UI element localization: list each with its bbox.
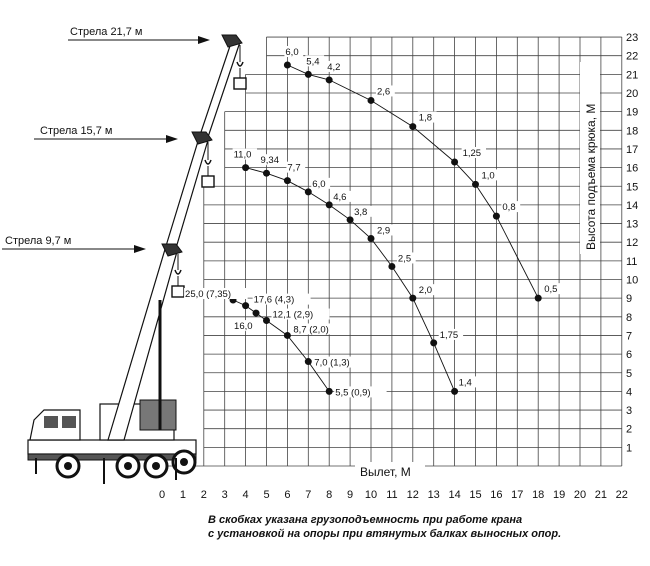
y-tick-label: 7	[626, 330, 633, 343]
y-tick-label: 6	[626, 349, 633, 362]
data-point	[388, 263, 395, 270]
data-point	[535, 295, 542, 302]
data-point	[368, 97, 375, 104]
data-point	[242, 164, 249, 171]
x-tick-label: 19	[552, 489, 566, 501]
y-tick-label: 3	[626, 405, 633, 418]
footnote-line-1: В скобках указана грузоподъемность при работе крана	[208, 514, 523, 526]
x-tick-label: 4	[242, 489, 249, 501]
y-tick-label: 23	[626, 32, 639, 45]
data-label: 9,34	[260, 155, 279, 167]
y-tick-label: 18	[626, 125, 639, 138]
y-tick-label: 8	[626, 311, 633, 324]
data-label: 17,6 (4,3)	[253, 294, 295, 306]
data-label: 16,0	[234, 321, 253, 333]
y-tick-label: 15	[626, 181, 639, 194]
data-label: 0,8	[502, 202, 516, 214]
data-point	[368, 235, 375, 242]
x-tick-labels	[159, 489, 628, 501]
y-tick-label: 13	[626, 218, 639, 231]
y-tick-label: 9	[626, 293, 633, 306]
y-tick-label: 10	[626, 274, 639, 287]
data-point	[284, 62, 291, 69]
data-label: 1,8	[418, 112, 433, 124]
data-point	[284, 177, 291, 184]
y-tick-label: 17	[626, 143, 639, 156]
data-label: 2,5	[397, 253, 412, 265]
y-tick-label: 5	[626, 367, 633, 380]
boom-label-9-7	[2, 235, 146, 253]
y-tick-label: 1	[626, 442, 633, 455]
x-tick-label: 17	[511, 489, 524, 501]
data-point	[305, 188, 312, 195]
data-point	[326, 201, 333, 208]
x-tick-label: 16	[490, 489, 503, 501]
data-point	[347, 216, 354, 223]
data-point	[263, 317, 270, 324]
boom-label-21-7-text: Стрела 21,7 м	[70, 26, 143, 38]
y-tick-label: 21	[626, 69, 639, 82]
data-label: 0,5	[544, 284, 558, 296]
data-point	[472, 181, 479, 188]
x-tick-label: 18	[532, 489, 545, 501]
y-tick-label: 2	[626, 423, 633, 436]
data-label: 6,0	[312, 178, 326, 190]
data-label: 1,25	[462, 148, 482, 160]
data-label: 11,0	[233, 149, 252, 161]
data-label: 25,0 (7,35)	[185, 289, 232, 301]
data-label: 5,4	[306, 56, 320, 68]
y-tick-label: 4	[626, 386, 633, 399]
data-label: 1,4	[458, 377, 472, 389]
x-tick-label: 10	[364, 489, 378, 501]
x-tick-label: 1	[179, 489, 186, 501]
boom-label-15-7	[34, 125, 178, 143]
x-axis-title: Вылет, М	[360, 465, 411, 479]
data-point	[326, 388, 333, 395]
data-label: 1,75	[439, 329, 459, 341]
footnote-line-2: с установкой на опоры при втянутых балках выносных опор.	[208, 528, 562, 540]
data-point	[451, 159, 458, 166]
y-tick-label: 20	[626, 88, 639, 100]
boom-label-15-7-text: Стрела 15,7 м	[40, 125, 113, 137]
data-point	[284, 332, 291, 339]
data-label: 2,9	[377, 225, 391, 237]
data-point	[430, 339, 437, 346]
x-tick-label: 22	[615, 489, 628, 501]
y-tick-label: 11	[626, 255, 638, 268]
grid	[162, 37, 622, 466]
data-label: 12,1 (2,9)	[272, 309, 314, 321]
y-axis-title: Высота подъема крюка, М	[584, 103, 598, 250]
x-tick-label: 12	[406, 489, 419, 501]
data-label: 2,0	[418, 285, 433, 297]
x-tick-label: 6	[284, 489, 291, 501]
y-tick-label: 16	[626, 162, 639, 175]
x-tick-label: 0	[158, 489, 166, 501]
x-tick-label: 9	[347, 489, 354, 501]
data-point	[263, 170, 270, 177]
data-label: 6,0	[285, 47, 299, 59]
crane-illustration	[28, 35, 246, 484]
y-tick-label: 12	[626, 237, 639, 250]
x-tick-label: 14	[448, 489, 461, 501]
x-tick-label: 5	[263, 489, 270, 501]
data-label: 4,6	[333, 191, 347, 203]
data-point	[305, 71, 312, 78]
data-label: 1,0	[481, 170, 495, 182]
data-point	[409, 123, 416, 130]
data-label: 7,0 (1,3)	[314, 357, 350, 369]
x-tick-label: 11	[386, 489, 398, 501]
data-point	[253, 310, 260, 317]
data-label: 8,7 (2,0)	[293, 324, 329, 336]
y-tick-label: 14	[626, 199, 639, 212]
data-label: 5,5 (0,9)	[335, 387, 371, 399]
x-tick-label: 7	[305, 489, 312, 501]
data-label: 4,2	[327, 61, 341, 73]
boom-label-21-7	[68, 26, 210, 44]
y-tick-labels	[626, 32, 638, 454]
data-point	[305, 358, 312, 365]
data-point	[242, 302, 249, 309]
data-label: 7,7	[287, 162, 301, 174]
data-point	[409, 295, 416, 302]
x-tick-label: 21	[594, 489, 608, 501]
x-tick-label: 15	[469, 489, 482, 501]
data-point	[493, 213, 500, 220]
boom-label-9-7-text: Стрела 9,7 м	[5, 235, 72, 247]
x-tick-label: 8	[326, 489, 333, 501]
y-tick-label: 22	[626, 50, 639, 63]
data-point	[326, 76, 333, 83]
y-tick-label: 19	[626, 106, 639, 119]
x-tick-label: 3	[221, 489, 228, 501]
x-tick-label: 13	[427, 489, 440, 501]
x-tick-label: 2	[200, 489, 207, 501]
data-point	[451, 388, 458, 395]
data-label: 2,6	[377, 86, 391, 98]
data-label: 3,8	[354, 206, 368, 218]
x-tick-label: 20	[573, 489, 587, 501]
